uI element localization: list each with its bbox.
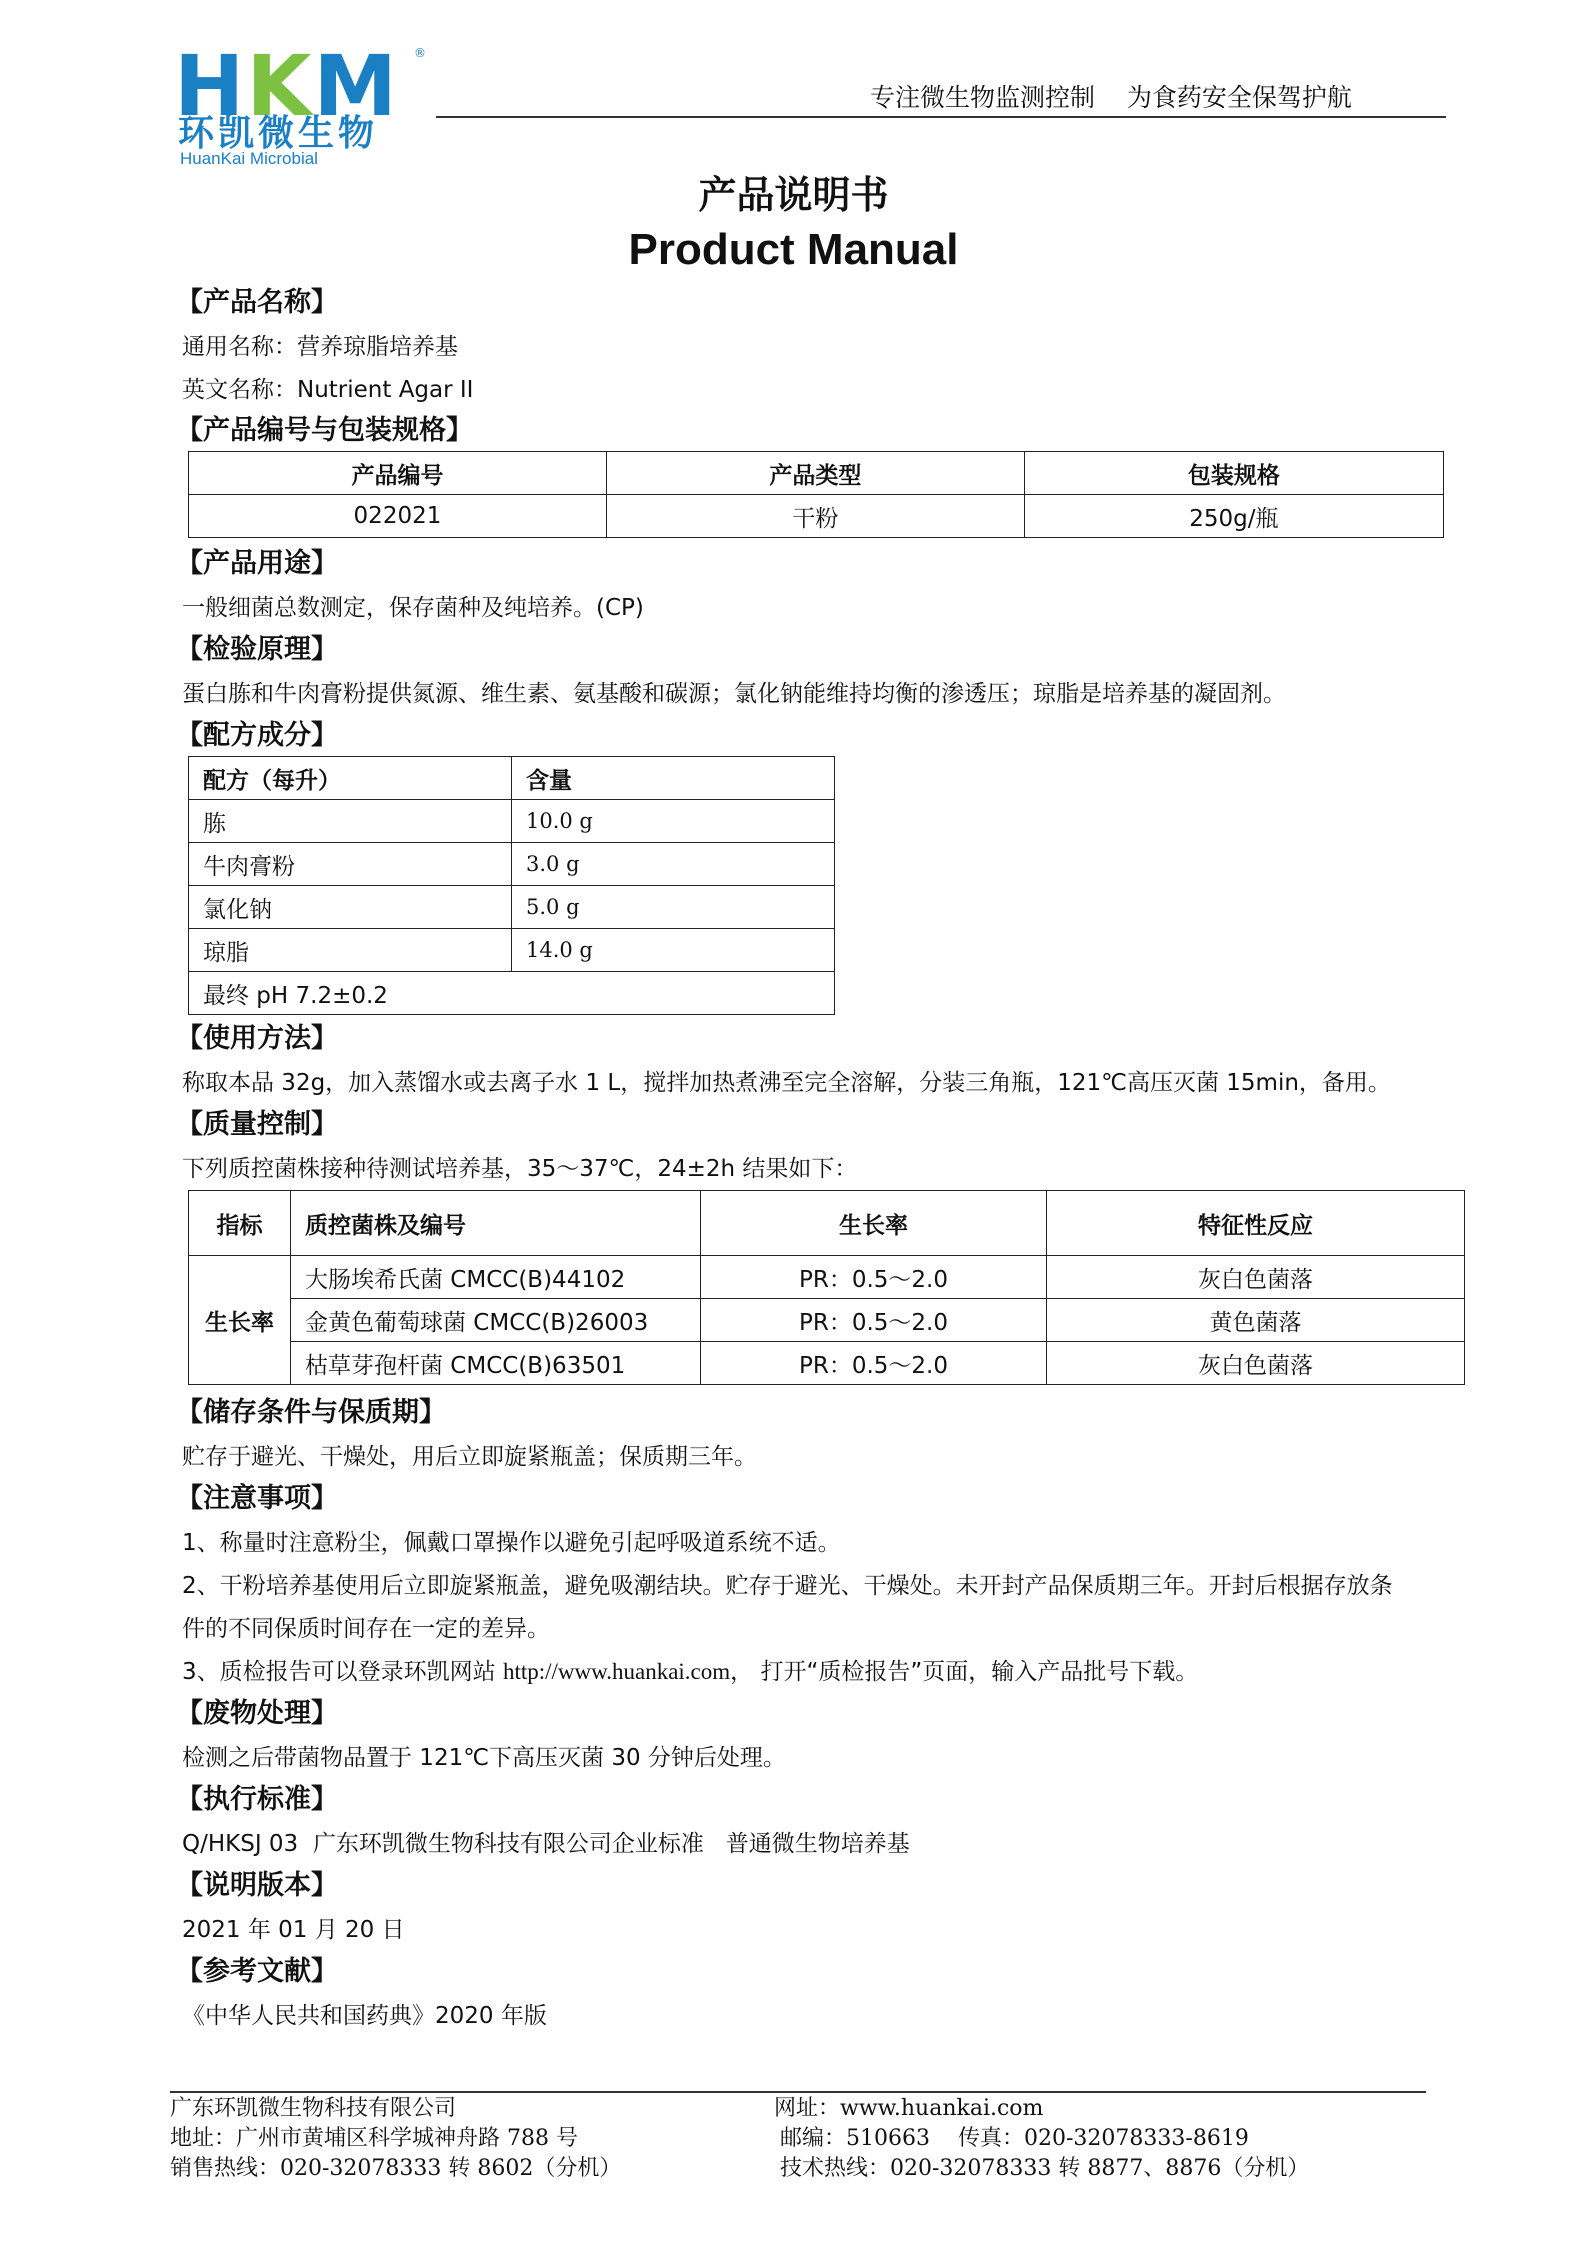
- note-item-1: 1、称量时注意粉尘，佩戴口罩操作以避免引起呼吸道系统不适。: [182, 1530, 841, 1556]
- section-heading-formula: 【配方成分】: [176, 720, 338, 751]
- qc-growth-rate: PR：0.5～2.0: [701, 1256, 1047, 1299]
- header-slogan: [870, 78, 1352, 114]
- page-title-cn: 产品说明书: [698, 173, 889, 217]
- section-heading-spec: 【产品编号与包装规格】: [176, 415, 473, 446]
- section-heading-version: 【说明版本】: [176, 1870, 338, 1901]
- table-row: [189, 1299, 1465, 1342]
- footer-website: 网址：www.huankai.com: [774, 2096, 1044, 2121]
- version-date: 2021 年 01 月 20 日: [182, 1917, 405, 1943]
- header-strain: 质控菌株及编号: [291, 1191, 701, 1256]
- qc-reaction: 灰白色菌落: [1047, 1342, 1465, 1385]
- ingredient-name: 牛肉膏粉: [189, 843, 512, 886]
- note-item-3: [182, 1657, 1198, 1687]
- section-heading-principle: 【检验原理】: [176, 634, 338, 665]
- section-heading-references: 【参考文献】: [176, 1956, 338, 1987]
- logo-letter-h: H: [174, 37, 247, 135]
- principle-text: 蛋白胨和牛肉膏粉提供氮源、维生素、氨基酸和碳源；氯化钠能维持均衡的渗透压；琼脂是培养基的凝固剂。: [182, 681, 1286, 707]
- qc-intro: 下列质控菌株接种待测试培养基，35～37℃，24±2h 结果如下：: [182, 1156, 858, 1182]
- formula-table: [188, 756, 835, 1015]
- footer-address: 地址：广州市黄埔区科学城神舟路 788 号: [170, 2126, 578, 2151]
- header-package-spec: 包装规格: [1024, 452, 1443, 495]
- logo-name-cn: 环凯微生物: [178, 113, 379, 154]
- reference-text: 《中华人民共和国药典》2020 年版: [182, 2003, 547, 2029]
- qc-strain: 金黄色葡萄球菌 CMCC(B)26003: [291, 1299, 701, 1342]
- qc-table: [188, 1190, 1465, 1385]
- logo-letter-m: M: [313, 37, 399, 135]
- final-ph: 最终 pH 7.2±0.2: [189, 972, 835, 1015]
- table-row: [189, 886, 835, 929]
- section-heading-use: 【产品用途】: [176, 548, 338, 579]
- ingredient-amount: 14.0 g: [512, 929, 835, 972]
- logo-letter-k: K: [246, 37, 314, 135]
- footer-company: 广东环凯微生物科技有限公司: [170, 2096, 457, 2121]
- table-row: [189, 843, 835, 886]
- spec-table: [188, 451, 1444, 538]
- qc-reaction: 灰白色菌落: [1047, 1256, 1465, 1299]
- section-heading-standard: 【执行标准】: [176, 1784, 338, 1815]
- english-name-label: 英文名称：: [182, 377, 297, 403]
- table-row: [189, 972, 835, 1015]
- slogan-2: 为食药安全保驾护航: [1126, 83, 1352, 112]
- qc-reaction: 黄色菌落: [1047, 1299, 1465, 1342]
- table-header-row: [189, 452, 1444, 495]
- header-growth-rate: 生长率: [701, 1191, 1047, 1256]
- section-heading-method: 【使用方法】: [176, 1023, 338, 1054]
- footer-postcode: 邮编：510663: [780, 2126, 930, 2151]
- common-name-label: 通用名称：: [182, 334, 297, 360]
- table-row: [189, 1342, 1465, 1385]
- table-row: [189, 929, 835, 972]
- header-amount: 含量: [512, 757, 835, 800]
- qc-strain: 枯草芽孢杆菌 CMCC(B)63501: [291, 1342, 701, 1385]
- qc-growth-rate: PR：0.5～2.0: [701, 1299, 1047, 1342]
- table-header-row: [189, 1191, 1465, 1256]
- method-text: 称取本品 32g，加入蒸馏水或去离子水 1 L，搅拌加热煮沸至完全溶解，分装三角瓶，121℃高压灭菌 15min，备用。: [182, 1070, 1391, 1096]
- header-divider: [436, 116, 1446, 118]
- note-item-3-suffix: ， 打开“质检报告”页面，输入产品批号下载。: [730, 1659, 1199, 1685]
- slogan-1: 专注微生物监测控制: [870, 83, 1096, 112]
- ingredient-amount: 5.0 g: [512, 886, 835, 929]
- section-heading-storage: 【储存条件与保质期】: [176, 1397, 446, 1428]
- qc-growth-rate: PR：0.5～2.0: [701, 1342, 1047, 1385]
- footer-tech-hotline: 技术热线：020-32078333 转 8877、8876（分机）: [780, 2156, 1310, 2181]
- section-heading-disposal: 【废物处理】: [176, 1698, 338, 1729]
- table-row: [189, 495, 1444, 538]
- product-type: 干粉: [606, 495, 1024, 538]
- standard-text: Q/HKSJ 03 广东环凯微生物科技有限公司企业标准 普通微生物培养基: [182, 1831, 910, 1857]
- note-item-3-prefix: 3、质检报告可以登录环凯网站: [182, 1659, 503, 1685]
- common-name-value: 营养琼脂培养基: [297, 334, 458, 360]
- note-item-2-line-1: 2、干粉培养基使用后立即旋紧瓶盖，避免吸潮结块。贮存于避光、干燥处。未开封产品保质期三年。开封后根据存放条: [182, 1573, 1393, 1599]
- registered-mark: ®: [414, 46, 426, 60]
- table-header-row: [189, 757, 835, 800]
- note-item-2-line-2: 件的不同保质时间存在一定的差异。: [182, 1616, 550, 1642]
- english-name: [182, 375, 473, 405]
- table-row: [189, 1256, 1465, 1299]
- footer-sales-hotline: 销售热线：020-32078333 转 8602（分机）: [170, 2156, 622, 2181]
- english-name-value: Nutrient Agar II: [297, 377, 474, 403]
- section-heading-qc: 【质量控制】: [176, 1109, 338, 1140]
- qc-strain: 大肠埃希氏菌 CMCC(B)44102: [291, 1256, 701, 1299]
- disposal-text: 检测之后带菌物品置于 121℃下高压灭菌 30 分钟后处理。: [182, 1745, 786, 1771]
- ingredient-amount: 10.0 g: [512, 800, 835, 843]
- ingredient-name: 氯化钠: [189, 886, 512, 929]
- qc-group-label: 生长率: [189, 1256, 291, 1385]
- table-row: [189, 800, 835, 843]
- package-spec: 250g/瓶: [1024, 495, 1443, 538]
- ingredient-name: 琼脂: [189, 929, 512, 972]
- ingredient-name: 胨: [189, 800, 512, 843]
- section-heading-notes: 【注意事项】: [176, 1483, 338, 1514]
- footer-divider: [170, 2091, 1426, 2093]
- use-text: 一般细菌总数测定，保存菌种及纯培养。(CP): [182, 595, 644, 621]
- section-heading-name: 【产品名称】: [176, 287, 338, 318]
- ingredient-amount: 3.0 g: [512, 843, 835, 886]
- common-name: [182, 332, 458, 362]
- header-product-type: 产品类型: [606, 452, 1024, 495]
- storage-text: 贮存于避光、干燥处，用后立即旋紧瓶盖；保质期三年。: [182, 1444, 757, 1470]
- website-link[interactable]: http://www.huankai.com: [502, 1659, 731, 1684]
- page-title-en: Product Manual: [628, 225, 959, 274]
- header-product-code: 产品编号: [189, 452, 607, 495]
- product-code: 022021: [189, 495, 607, 538]
- header-reaction: 特征性反应: [1047, 1191, 1465, 1256]
- logo-name-en: HuanKai Microbial: [180, 149, 318, 168]
- header-indicator: 指标: [189, 1191, 291, 1256]
- header-formula: 配方（每升）: [189, 757, 512, 800]
- footer-fax: 传真：020-32078333-8619: [958, 2126, 1249, 2151]
- company-logo: [168, 37, 448, 168]
